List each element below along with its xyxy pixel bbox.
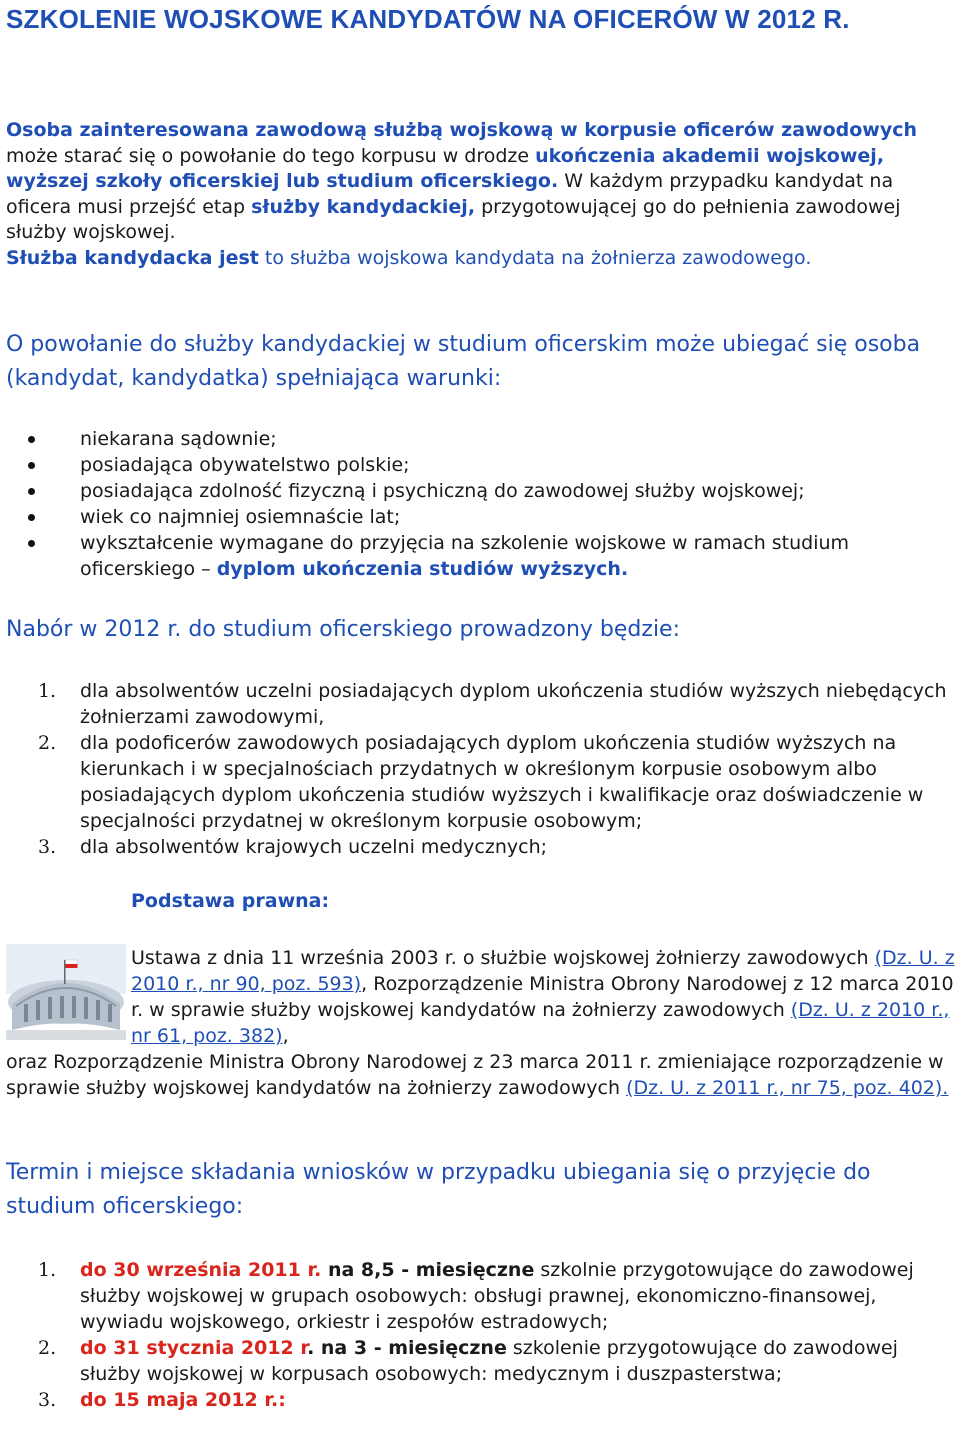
condition-item [0, 530, 955, 582]
legal-reference-link[interactable]: (Dz. U. z 2011 r., nr 75, poz. 402). [626, 1077, 949, 1099]
intro-text-1: może starać się o powołanie do tego korpusu w drodze [6, 144, 536, 167]
item-text: dla absolwentów uczelni posiadających dyplom ukończenia studiów wyższych niebędących żołnierzami zawodowymi, [80, 680, 947, 728]
intro-bold-3: służby kandydackiej, [251, 195, 476, 218]
intro-text-2: W każdym przypadku kandydat na oficera musi przejść etap [6, 170, 894, 218]
recruitment-item [0, 730, 955, 834]
legal-paragraph-1 [131, 945, 960, 1049]
page-title: SZKOLENIE WOJSKOWE KANDYDATÓW NA OFICERÓW W 2012 R. [6, 4, 850, 34]
item-number: 1. [38, 1259, 57, 1281]
recruitment-heading: Nabór w 2012 r. do studium oficerskiego prowadzony będzie: [6, 617, 680, 642]
item-number: 3. [38, 836, 57, 858]
intro-bold-2: ukończenia akademii wojskowej, wyższej szkoły oficerskiej lub studium oficerskiego. [6, 144, 885, 192]
item-text: dla podoficerów zawodowych posiadających dyplom ukończenia studiów wyższych na kierunkach i w specjalnościach przydatnych w określonym korpusie osobowym albo posiadających dyplom ukończenia studiów wyższych i kwalifikacje oraz doświadczenie w specjalności przydatnej w określonym korpusie osobowym; [80, 732, 924, 832]
deadline-item [0, 1387, 955, 1413]
deadline-list [0, 1257, 955, 1413]
deadline-text: szkolenie przygotowujące do zawodowej służby wojskowej w korpusach osobowych: medycznym i duszpasterstwa; [80, 1337, 898, 1385]
legal-text: Ustawa z dnia 11 września 2003 r. o służbie wojskowej żołnierzy zawodowych [131, 947, 875, 969]
legal-heading: Podstawa prawna: [131, 890, 330, 912]
legal-text: , Rozporządzenie Ministra Obrony Narodowej z 12 marca 2010 r. w sprawie służby wojskowej kandydatów na żołnierzy zawodowych [131, 973, 954, 1021]
deadline-date: do 15 maja 2012 r.: [80, 1389, 286, 1411]
condition-text: wykształcenie wymagane do przyjęcia na szkolenie wojskowe w ramach studium oficerskiego – [80, 532, 850, 580]
deadline-text: szkolnie przygotowujące do zawodowej służby wojskowej w grupach osobowych: obsługi prawnej, ekonomiczno-finansowej, wywiadu wojskowego, orkiestr i zespołów estradowych; [80, 1259, 914, 1333]
recruitment-item [0, 678, 955, 730]
legal-reference-link[interactable]: (Dz. U. z 2010 r., nr 61, poz. 382) [131, 999, 950, 1047]
recruitment-item [0, 834, 955, 860]
legal-reference-link[interactable]: (Dz. U. z 2010 r., nr 90, poz. 593) [131, 947, 955, 995]
deadline-duration: na 8,5 - miesięczne [321, 1259, 535, 1281]
recruitment-list [0, 678, 955, 860]
intro-paragraph [6, 118, 956, 271]
item-number: 3. [38, 1389, 57, 1411]
condition-item: niekarana sądownie; [0, 426, 955, 452]
condition-bold: dyplom ukończenia studiów wyższych. [216, 558, 629, 580]
deadline-date: do 30 września 2011 r. [80, 1259, 322, 1281]
intro-bold-1: Osoba zainteresowana zawodową służbą wojskową w korpusie oficerów zawodowych [6, 119, 918, 141]
item-number: 2. [38, 732, 57, 754]
sejm-building-photo [6, 944, 126, 1040]
deadline-heading: Termin i miejsce składania wniosków w przypadku ubiegania się o przyjęcie do studium oficerskiego: [6, 1160, 871, 1219]
intro-bold-4: Służba kandydacka jest [6, 246, 259, 269]
legal-text: , [282, 1025, 289, 1047]
eligibility-heading: O powołanie do służby kandydackiej w studium oficerskim może ubiegać się osoba (kandydat, kandydatka) spełniająca warunki: [6, 332, 921, 391]
item-text: dla absolwentów krajowych uczelni medycznych; [80, 836, 548, 858]
item-number: 1. [38, 680, 57, 702]
deadline-duration: . na 3 - miesięczne [307, 1337, 507, 1359]
conditions-list [0, 426, 955, 582]
item-number: 2. [38, 1337, 57, 1359]
intro-text-3: przygotowującej go do pełnienia zawodowej służby wojskowej. [6, 195, 901, 243]
legal-text: oraz Rozporządzenie Ministra Obrony Narodowej z 23 marca 2011 r. zmieniające rozporządzenie w sprawie służby wojskowej kandydatów na żołnierzy zawodowych [6, 1051, 944, 1099]
deadline-item [0, 1335, 955, 1387]
condition-item: posiadająca obywatelstwo polskie; [0, 452, 955, 478]
deadline-date: do 31 stycznia 2012 r [80, 1337, 308, 1359]
condition-item: wiek co najmniej osiemnaście lat; [0, 504, 955, 530]
deadline-item [0, 1257, 955, 1335]
legal-paragraph-2 [6, 1049, 956, 1101]
intro-text-4: to służba wojskowa kandydata na żołnierza zawodowego. [258, 246, 812, 269]
condition-item: posiadająca zdolność fizyczną i psychiczną do zawodowej służby wojskowej; [0, 478, 955, 504]
